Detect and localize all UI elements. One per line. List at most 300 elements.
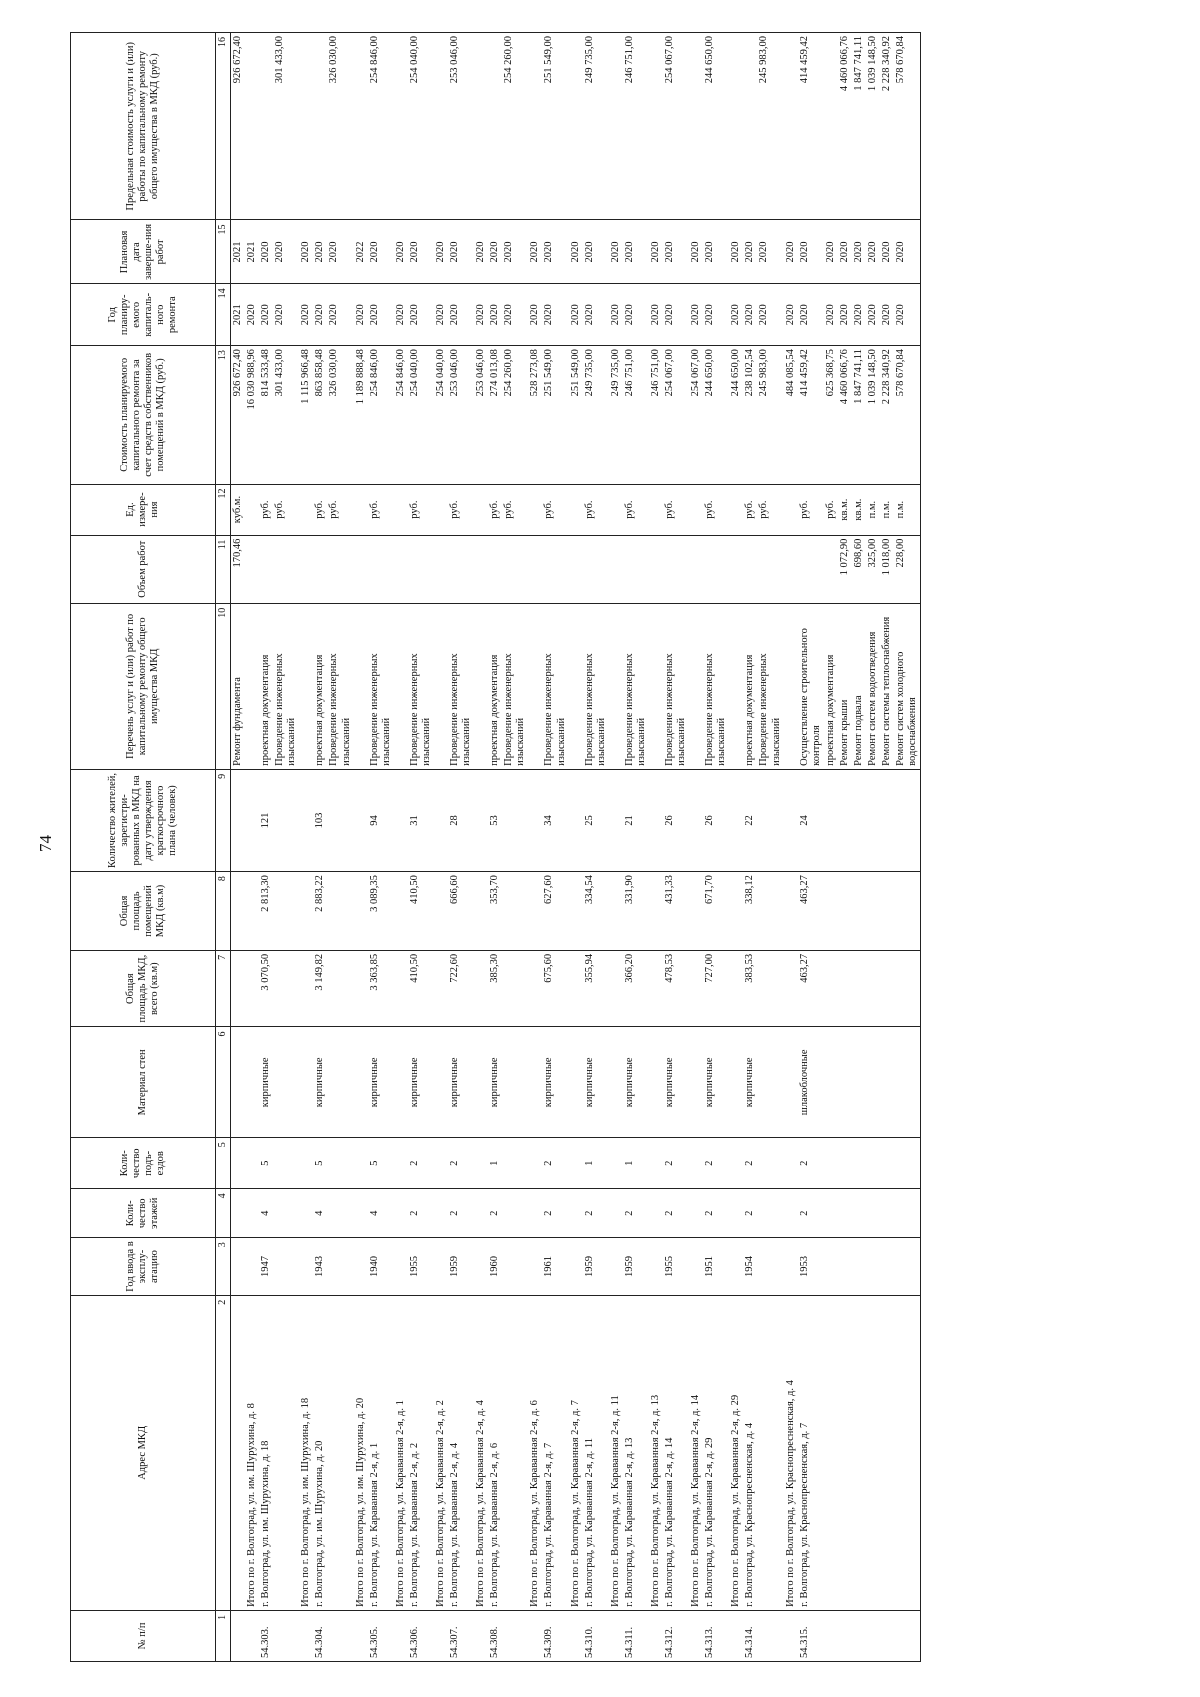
column-number: 8 — [216, 872, 231, 951]
column-header: Плановая дата заверше-ния работ — [71, 220, 216, 284]
table-cell: Ремонт систем водоотведения — [866, 603, 880, 769]
table-cell: 2020 — [583, 220, 609, 284]
table-cell — [894, 1295, 921, 1610]
table-row — [434, 33, 448, 1662]
capital-repair-table-sheet — [70, 32, 1200, 1662]
table-cell: 2022 — [354, 220, 368, 284]
table-cell: 414 459,42 — [798, 33, 824, 221]
table-cell: 2020 — [313, 284, 327, 346]
column-header: Общая площадь помещений МКД (кв.м) — [71, 872, 216, 951]
table-row — [866, 33, 880, 1662]
table-cell: руб. — [408, 484, 434, 535]
table-row — [448, 33, 474, 1662]
table-cell — [273, 950, 299, 1027]
table-cell — [609, 33, 623, 221]
table-cell — [784, 33, 798, 221]
table-cell — [623, 535, 649, 603]
table-cell: Проведение инженерных изысканий — [448, 603, 474, 769]
table-cell — [502, 769, 528, 871]
table-cell — [474, 1027, 488, 1138]
table-cell — [273, 1189, 299, 1238]
table-cell — [299, 1238, 313, 1295]
table-cell: 244 650,00 — [729, 346, 743, 484]
column-header: Коли-чество этажей — [71, 1189, 216, 1238]
column-header: Объем работ — [71, 535, 216, 603]
table-cell: 2 883,22 — [313, 872, 327, 951]
table-cell — [757, 1238, 783, 1295]
table-cell: 4 — [313, 1189, 327, 1238]
table-row — [528, 33, 542, 1662]
table-cell: 251 549,00 — [569, 346, 583, 484]
table-cell — [273, 769, 299, 871]
table-cell — [528, 1610, 542, 1661]
table-cell: 2 — [542, 1189, 568, 1238]
table-cell — [434, 950, 448, 1027]
table-cell: Ремонт подвала — [852, 603, 866, 769]
table-cell — [729, 1610, 743, 1661]
table-cell — [838, 769, 852, 871]
table-cell — [245, 1238, 259, 1295]
table-cell: 2020 — [273, 220, 299, 284]
table-cell — [231, 1295, 246, 1610]
table-cell — [245, 950, 259, 1027]
table-cell — [689, 1610, 703, 1661]
table-cell: 254 040,00 — [408, 346, 434, 484]
table-cell — [852, 1238, 866, 1295]
table-cell — [245, 1138, 259, 1189]
table-cell: 31 — [408, 769, 434, 871]
table-cell: кирпичные — [663, 1027, 689, 1138]
table-cell — [408, 535, 434, 603]
table-cell — [354, 1189, 368, 1238]
table-cell — [394, 769, 408, 871]
table-cell — [838, 1027, 852, 1138]
table-row — [852, 33, 866, 1662]
table-row — [729, 33, 743, 1662]
table-cell: 2 — [743, 1138, 757, 1189]
table-cell — [434, 1138, 448, 1189]
table-cell: г. Волгоград, ул. им. Шурухина, д. 18 — [259, 1295, 273, 1610]
table-cell: 2020 — [327, 220, 353, 284]
table-cell — [394, 33, 408, 221]
table-cell — [394, 1189, 408, 1238]
table-cell: 2020 — [623, 220, 649, 284]
table-row — [231, 33, 246, 1662]
column-header: Общая площадь МКД, всего (кв.м) — [71, 950, 216, 1027]
table-cell: 301 433,00 — [273, 33, 299, 221]
column-header: Перечень услуг и (или) работ по капитальному ремонту общего имущества МКД — [71, 603, 216, 769]
table-cell: кирпичные — [743, 1027, 757, 1138]
table-cell — [824, 1027, 838, 1138]
column-number-row — [216, 33, 231, 1662]
table-cell: 121 — [259, 769, 273, 871]
table-cell — [394, 603, 408, 769]
table-cell — [259, 535, 273, 603]
table-cell — [368, 535, 394, 603]
table-cell — [327, 1189, 353, 1238]
table-cell: 2020 — [448, 284, 474, 346]
table-cell: руб. — [583, 484, 609, 535]
table-cell — [757, 535, 783, 603]
column-number: 7 — [216, 950, 231, 1027]
table-cell: 2020 — [394, 284, 408, 346]
table-cell: 21 — [623, 769, 649, 871]
table-cell: 2020 — [313, 220, 327, 284]
table-cell — [824, 1189, 838, 1238]
table-cell: Проведение инженерных изысканий — [368, 603, 394, 769]
table-cell: руб. — [327, 484, 353, 535]
table-cell: 2020 — [663, 220, 689, 284]
table-cell: 1959 — [623, 1238, 649, 1295]
table-cell — [880, 769, 894, 871]
table-cell: г. Волгоград, ул. Караванная 2-я, д. 6 — [488, 1295, 502, 1610]
table-cell: 22 — [743, 769, 757, 871]
table-cell: г. Волгоград, ул. Караванная 2-я, д. 14 — [663, 1295, 689, 1610]
table-cell: 2020 — [623, 284, 649, 346]
table-cell: 463,27 — [798, 950, 824, 1027]
table-cell: 478,53 — [663, 950, 689, 1027]
table-cell — [649, 1027, 663, 1138]
table-cell — [689, 603, 703, 769]
table-cell — [528, 603, 542, 769]
table-cell: руб. — [488, 484, 502, 535]
table-cell: Проведение инженерных изысканий — [408, 603, 434, 769]
table-cell: 1959 — [583, 1238, 609, 1295]
table-cell: 2020 — [408, 220, 434, 284]
table-body — [231, 33, 921, 1662]
table-cell: 2 — [408, 1189, 434, 1238]
table-cell — [824, 950, 838, 1027]
table-cell — [273, 1138, 299, 1189]
table-cell — [245, 484, 259, 535]
table-cell — [394, 1138, 408, 1189]
column-number: 5 — [216, 1138, 231, 1189]
table-cell: 246 751,00 — [623, 346, 649, 484]
table-cell — [838, 1295, 852, 1610]
table-cell: руб. — [798, 484, 824, 535]
table-cell — [852, 950, 866, 1027]
table-cell: Проведение инженерных изысканий — [583, 603, 609, 769]
table-cell: г. Волгоград, ул. Караванная 2-я, д. 2 — [408, 1295, 434, 1610]
table-cell — [784, 1138, 798, 1189]
table-row — [474, 33, 488, 1662]
table-cell — [327, 1610, 353, 1661]
table-cell: 2020 — [703, 284, 729, 346]
table-cell: руб. — [663, 484, 689, 535]
table-cell: 2020 — [743, 220, 757, 284]
table-cell — [894, 950, 921, 1027]
table-cell — [866, 1295, 880, 1610]
table-cell: 2 — [703, 1189, 729, 1238]
table-cell — [838, 1238, 852, 1295]
table-cell — [245, 33, 259, 221]
table-row — [313, 33, 327, 1662]
table-cell: 2 — [663, 1138, 689, 1189]
table-cell — [231, 769, 246, 871]
table-cell — [327, 769, 353, 871]
table-cell: 2020 — [649, 220, 663, 284]
table-cell — [729, 603, 743, 769]
table-cell — [474, 484, 488, 535]
table-cell — [649, 33, 663, 221]
table-cell: 2 — [448, 1189, 474, 1238]
table-cell: 28 — [448, 769, 474, 871]
table-cell — [757, 1610, 783, 1661]
column-number: 11 — [216, 535, 231, 603]
table-cell: 2020 — [649, 284, 663, 346]
table-cell: 238 102,54 — [743, 346, 757, 484]
table-cell: 2 — [542, 1138, 568, 1189]
table-cell: 2 — [583, 1189, 609, 1238]
table-cell: 2020 — [894, 220, 921, 284]
table-cell: 2021 — [231, 284, 246, 346]
table-cell — [757, 1189, 783, 1238]
table-cell: руб. — [623, 484, 649, 535]
table-cell: 2020 — [528, 284, 542, 346]
table-cell — [474, 1138, 488, 1189]
table-cell: 578 670,84 — [894, 346, 921, 484]
table-row — [798, 33, 824, 1662]
table-cell: 2020 — [448, 220, 474, 284]
table-row — [609, 33, 623, 1662]
table-cell: 54.314. — [743, 1610, 757, 1661]
table-cell: 2 — [448, 1138, 474, 1189]
table-row — [824, 33, 838, 1662]
table-cell — [824, 1295, 838, 1610]
table-cell — [394, 1027, 408, 1138]
table-cell — [880, 950, 894, 1027]
table-cell: 54.315. — [798, 1610, 824, 1661]
table-cell: 2020 — [299, 220, 313, 284]
table-cell: 2020 — [757, 220, 783, 284]
table-cell: 2020 — [245, 284, 259, 346]
table-cell — [689, 1138, 703, 1189]
column-header: № п/п — [71, 1610, 216, 1661]
table-cell: 1959 — [448, 1238, 474, 1295]
table-cell — [528, 1238, 542, 1295]
table-cell: проектная документация — [743, 603, 757, 769]
table-cell: 2020 — [434, 220, 448, 284]
table-cell — [502, 1610, 528, 1661]
table-row — [623, 33, 649, 1662]
table-cell — [729, 769, 743, 871]
table-cell: Итого по г. Волгоград, ул. Караванная 2-я, д. 7 — [569, 1295, 583, 1610]
table-cell — [528, 33, 542, 221]
table-cell — [569, 484, 583, 535]
table-cell — [649, 484, 663, 535]
table-cell — [609, 950, 623, 1027]
table-cell: п.м. — [894, 484, 921, 535]
table-cell: 2 — [798, 1138, 824, 1189]
table-cell — [866, 1610, 880, 1661]
table-cell — [569, 1027, 583, 1138]
table-cell: Итого по г. Волгоград, ул. Краснопресненская, д. 4 — [784, 1295, 798, 1610]
table-cell — [784, 484, 798, 535]
table-cell — [649, 1610, 663, 1661]
table-cell: 253 046,00 — [448, 346, 474, 484]
table-cell — [894, 1138, 921, 1189]
table-cell — [757, 769, 783, 871]
table-cell: 2 — [798, 1189, 824, 1238]
table-cell: 1961 — [542, 1238, 568, 1295]
table-cell — [434, 1610, 448, 1661]
table-cell: 2020 — [474, 220, 488, 284]
table-cell — [474, 1610, 488, 1661]
column-number: 16 — [216, 33, 231, 221]
table-cell: 53 — [488, 769, 502, 871]
table-cell: руб. — [542, 484, 568, 535]
table-cell — [474, 1189, 488, 1238]
table-cell: 814 533,48 — [259, 346, 273, 484]
table-cell: 2020 — [798, 220, 824, 284]
table-cell: 666,60 — [448, 872, 474, 951]
table-cell: руб. — [824, 484, 838, 535]
table-cell — [729, 872, 743, 951]
table-cell — [394, 872, 408, 951]
table-cell — [649, 603, 663, 769]
table-cell — [313, 33, 327, 221]
table-cell — [743, 33, 757, 221]
table-cell: кирпичные — [368, 1027, 394, 1138]
table-cell: Итого по г. Волгоград, ул. Караванная 2-я, д. 11 — [609, 1295, 623, 1610]
table-cell — [488, 535, 502, 603]
table-cell — [434, 769, 448, 871]
table-cell: 26 — [663, 769, 689, 871]
table-cell: 2020 — [824, 220, 838, 284]
table-cell: 1947 — [259, 1238, 273, 1295]
table-cell — [894, 1238, 921, 1295]
table-cell — [354, 769, 368, 871]
table-cell — [689, 769, 703, 871]
table-cell: 2020 — [894, 284, 921, 346]
table-cell: 254 846,00 — [368, 33, 394, 221]
table-cell: 2020 — [408, 284, 434, 346]
table-cell — [502, 1189, 528, 1238]
table-cell: 274 013,08 — [488, 346, 502, 484]
table-cell — [880, 872, 894, 951]
table-cell: 1955 — [663, 1238, 689, 1295]
table-row — [894, 33, 921, 1662]
table-cell — [245, 603, 259, 769]
table-cell — [394, 535, 408, 603]
table-cell — [894, 1189, 921, 1238]
table-cell — [299, 484, 313, 535]
table-cell — [838, 950, 852, 1027]
table-cell: 54.309. — [542, 1610, 568, 1661]
table-cell — [528, 1189, 542, 1238]
table-cell: г. Волгоград, ул. Караванная 2-я, д. 1 — [368, 1295, 394, 1610]
table-cell: 2020 — [502, 220, 528, 284]
table-cell: 3 070,50 — [259, 950, 273, 1027]
table-cell — [689, 872, 703, 951]
table-cell: 385,30 — [488, 950, 502, 1027]
table-cell — [569, 603, 583, 769]
table-cell: 366,20 — [623, 950, 649, 1027]
table-cell — [299, 769, 313, 871]
table-cell: кирпичные — [408, 1027, 434, 1138]
table-cell — [434, 1238, 448, 1295]
table-cell: 528 273,08 — [528, 346, 542, 484]
table-cell: Итого по г. Волгоград, ул. Караванная 2-я, д. 29 — [729, 1295, 743, 1610]
table-cell: 326 030,00 — [327, 346, 353, 484]
table-cell — [852, 1295, 866, 1610]
table-cell — [502, 872, 528, 951]
table-cell — [784, 769, 798, 871]
table-cell — [231, 1238, 246, 1295]
table-cell — [245, 1610, 259, 1661]
table-cell: 254 846,00 — [394, 346, 408, 484]
table-cell: 1 039 148,50 — [866, 33, 880, 221]
table-cell — [729, 535, 743, 603]
table-cell — [354, 950, 368, 1027]
table-cell — [866, 769, 880, 871]
table-cell: 2020 — [609, 220, 623, 284]
table-cell — [649, 1189, 663, 1238]
table-cell — [784, 1027, 798, 1138]
table-cell: куб.м. — [231, 484, 246, 535]
table-cell — [894, 872, 921, 951]
table-cell: руб. — [703, 484, 729, 535]
table-cell — [569, 769, 583, 871]
table-cell: 863 858,48 — [313, 346, 327, 484]
table-cell — [729, 1138, 743, 1189]
table-cell: 2020 — [866, 284, 880, 346]
table-cell — [245, 1027, 259, 1138]
table-cell: 54.304. — [313, 1610, 327, 1661]
table-cell — [689, 950, 703, 1027]
table-cell — [824, 872, 838, 951]
table-row — [689, 33, 703, 1662]
table-cell: 627,60 — [542, 872, 568, 951]
table-cell: 2020 — [368, 220, 394, 284]
table-cell: 5 — [368, 1138, 394, 1189]
table-cell: 2020 — [502, 284, 528, 346]
table-cell — [354, 1238, 368, 1295]
table-cell: 34 — [542, 769, 568, 871]
table-cell: 251 549,00 — [542, 346, 568, 484]
table-cell: руб. — [259, 484, 273, 535]
table-cell: Итого по г. Волгоград, ул. Караванная 2-я, д. 2 — [434, 1295, 448, 1610]
table-cell — [838, 1610, 852, 1661]
table-cell — [569, 33, 583, 221]
table-cell: 2020 — [866, 220, 880, 284]
table-cell: 2020 — [542, 220, 568, 284]
table-cell: 3 363,85 — [368, 950, 394, 1027]
table-cell: 246 751,00 — [649, 346, 663, 484]
table-cell — [273, 872, 299, 951]
column-header: Материал стен — [71, 1027, 216, 1138]
table-cell — [394, 1610, 408, 1661]
table-cell — [824, 33, 838, 221]
table-cell: 54.311. — [623, 1610, 649, 1661]
table-cell: кирпичные — [542, 1027, 568, 1138]
table-cell: проектная документация — [824, 603, 838, 769]
table-cell: 2020 — [299, 284, 313, 346]
table-cell: 2 228 340,92 — [880, 346, 894, 484]
table-cell — [649, 872, 663, 951]
table-cell: 2020 — [488, 220, 502, 284]
table-row — [743, 33, 757, 1662]
table-cell — [474, 950, 488, 1027]
table-cell: Проведение инженерных изысканий — [327, 603, 353, 769]
table-cell — [852, 1027, 866, 1138]
table-cell — [824, 1138, 838, 1189]
table-cell: 2020 — [852, 284, 866, 346]
table-cell — [729, 484, 743, 535]
table-cell: 2020 — [663, 284, 689, 346]
table-cell: 2020 — [703, 220, 729, 284]
table-cell: 1954 — [743, 1238, 757, 1295]
